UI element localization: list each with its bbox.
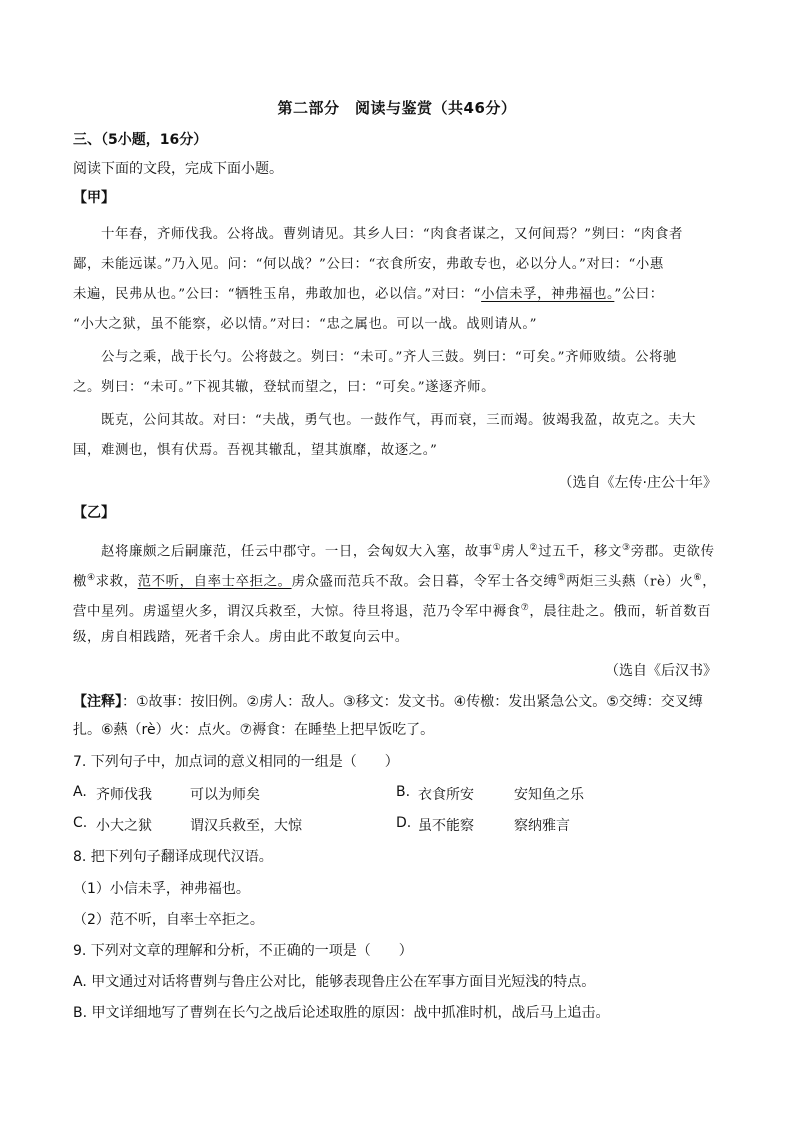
note-marker: ⑦ — [520, 603, 530, 613]
q7-option-b-letter: B. — [396, 784, 411, 800]
q7-option-c-letter: C. — [73, 815, 88, 831]
passage-b-text: 过五千，移文 — [538, 544, 623, 560]
passage-a-source: （选自《左传·庄公十年》 — [558, 475, 717, 491]
passage-b-label: 【乙】 — [73, 505, 115, 521]
notes-line — [73, 691, 703, 713]
passage-a-line: 之。刿曰：“未可。”下视其辙，登轼而望之，曰：“可矣。”遂逐齐师。 — [73, 380, 496, 395]
passage-a-line: 公与之乘，战于长勺。公将鼓之。刿曰：“未可。”齐人三鼓。刿曰：“可矣。”齐师败绩。公将驰 — [101, 350, 678, 365]
q7-option-c-word1: 小大之狱 — [96, 818, 152, 834]
q7-option-b-word2: 安知鱼之乐 — [514, 787, 584, 803]
passage-a-line: 国，难测也，惧有伏焉。吾视其辙乱，望其旗靡，故逐之。” — [73, 443, 438, 458]
q7-option-a-word2: 可以为师矣 — [190, 787, 260, 803]
passage-b-line: 级，虏自相践踏，死者千余人。虏由此不敢复向云中。 — [73, 630, 409, 645]
note-marker: ③ — [622, 543, 631, 553]
q7-option-a-letter: A. — [73, 784, 87, 800]
passage-b-text: ，晨往赴之。俄而，斩首数百 — [529, 604, 712, 620]
passage-b-text: 求救， — [95, 574, 138, 590]
q7-option-d-word2: 察纳雅言 — [514, 818, 570, 834]
note-marker: ① — [492, 543, 502, 553]
passage-b-text: 檄 — [73, 574, 87, 590]
note-marker: ② — [529, 543, 539, 553]
notes-text: ：①故事：按旧例。②虏人：敌人。③移文：发文书。④传檄：发出紧急公文。⑤交缚：交叉缚 — [122, 694, 703, 710]
passage-a-line — [73, 284, 664, 306]
passage-a-text: 未遍，民弗从也。”公曰：“牺牲玉帛，弗敢加也，必以信。”对曰：“ — [73, 287, 482, 302]
notes-label: 【注释】 — [73, 694, 122, 710]
q8-sentence-2: （2）范不听，自率士卒拒之。 — [73, 912, 264, 928]
q7-option-c-word2: 谓汉兵救至，大惊 — [190, 818, 302, 834]
passage-b-source: （选自《后汉书》 — [605, 663, 717, 679]
q7-option-d-letter: D. — [396, 815, 412, 831]
q7-stem: 7. 下列句子中，加点词的意义相同的一组是（ ） — [73, 754, 399, 770]
passage-a-text: ”公曰： — [614, 287, 664, 302]
passage-b-line — [101, 537, 715, 563]
q8-sentence-1: （1）小信未孚，神弗福也。 — [73, 881, 250, 897]
part-title: 第二部分 阅读与鉴赏（共46分） — [277, 99, 517, 117]
passage-b-line — [73, 567, 716, 593]
notes-line: 扎。⑥爇（rè）火：点火。⑦褥食：在睡垫上把早饭吃了。 — [73, 722, 435, 738]
passage-b-text: 虏众盛而范兵不敌。会日暮，令军士各交缚 — [291, 574, 558, 590]
passage-a-line: 既克，公问其故。对曰：“夫战，勇气也。一鼓作气，再而衰，三而竭。彼竭我盈，故克之。夫大 — [101, 413, 697, 428]
q9-option-b: B. 甲文详细地写了曹刿在长勺之战后论述取胜的原因：战中抓准时机，战后马上追击。 — [73, 1005, 610, 1021]
passage-b-text: 旁郡。吏欲传 — [630, 544, 715, 560]
q8-stem: 8. 把下列句子翻译成现代汉语。 — [73, 849, 273, 865]
passage-b-text: 虏人 — [501, 544, 530, 560]
passage-b-text: 营中星列。虏遥望火多，谓汉兵救至，大惊。待旦将退，范乃令军中褥食 — [73, 604, 521, 620]
note-marker: ⑤ — [557, 573, 567, 583]
q9-stem: 9. 下列对文章的理解和分析，不正确的一项是（ ） — [73, 943, 413, 959]
q9-option-a: A. 甲文通过对话将曹刿与鲁庄公对比，能够表现鲁庄公在军事方面目光短浅的特点。 — [73, 974, 596, 990]
passage-a-line: 鄙，未能远谋。”乃入见。问：“何以战？”公曰：“衣食所安，弗敢专也，必以分人。”对曰：“小惠 — [73, 257, 664, 272]
passage-a-line: 十年春，齐师伐我。公将战。曹刿请见。其乡人曰：“肉食者谋之，又何间焉？”刿曰：“肉食者 — [101, 227, 683, 242]
passage-b-text: 两炬三头爇（rè）火 — [566, 574, 694, 590]
note-marker: ④ — [87, 573, 96, 583]
passage-a-line: “小大之狱，虽不能察，必以情。”对曰：“忠之属也。可以一战。战则请从。” — [73, 317, 538, 332]
passage-b-text: ， — [702, 574, 717, 590]
q7-option-d-word1: 虽不能察 — [418, 818, 474, 834]
passage-b-text: 赵将廉颇之后嗣廉范，任云中郡守。一日，会匈奴大入塞，故事 — [101, 544, 493, 560]
underlined-sentence: 范不听，自率士卒拒之。 — [137, 574, 292, 590]
section-heading: 三、（5小题，16分） — [73, 132, 208, 148]
passage-a-label: 【甲】 — [73, 190, 115, 206]
note-marker: ⑥ — [693, 573, 703, 583]
q7-option-b-word1: 衣食所安 — [418, 787, 474, 803]
underlined-sentence: 小信未孚，神弗福也。 — [481, 287, 615, 302]
passage-b-line — [73, 597, 711, 623]
q7-option-a-word1: 齐师伐我 — [96, 787, 152, 803]
section-instruction: 阅读下面的文段，完成下面小题。 — [73, 161, 283, 177]
